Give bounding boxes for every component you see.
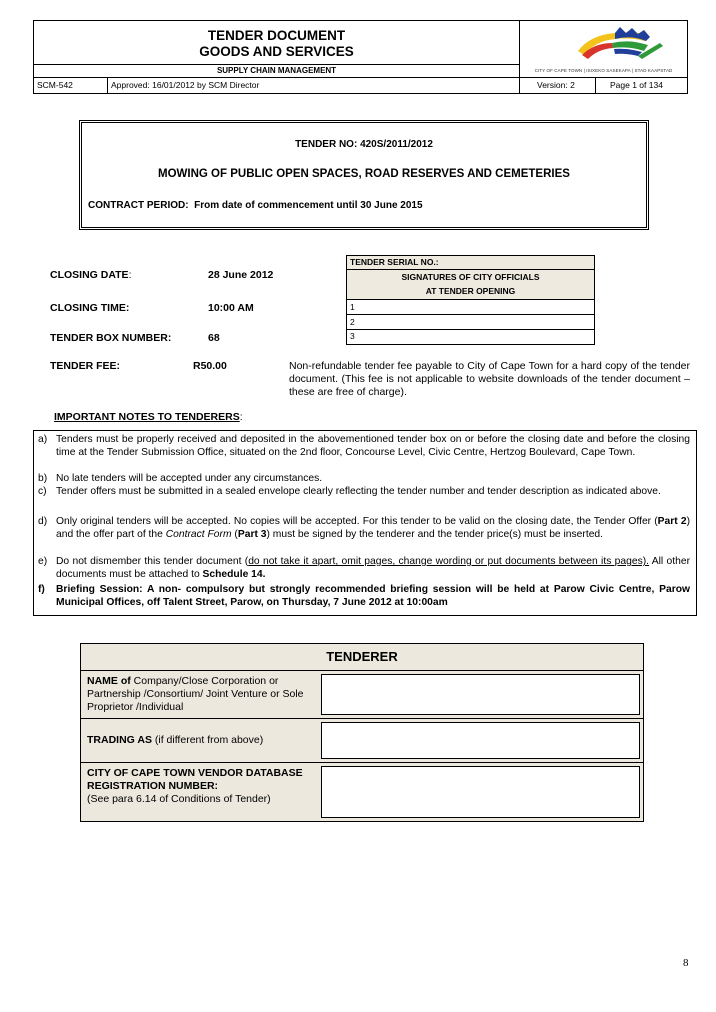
vendor-number-field[interactable] [321, 766, 640, 818]
logo-caption: CITY OF CAPE TOWN | ISIXEKO SASEKAPA | STAD KAAPSTAD [534, 68, 673, 73]
notes-heading: IMPORTANT NOTES TO TENDERERS: [54, 411, 243, 423]
vendor-label: CITY OF CAPE TOWN VENDOR DATABASE REGISTRATION NUMBER: (See para 6.14 of Conditions of Tender) [87, 767, 303, 805]
signatures-header: SIGNATURES OF CITY OFFICIALS AT TENDER OPENING [347, 270, 594, 300]
version-info: Version: 2 [520, 78, 596, 93]
closing-date-label: CLOSING DATE: [50, 269, 132, 281]
tender-fee-value: R50.00 [193, 360, 227, 372]
tenderer-row-vendor [81, 762, 643, 821]
tender-number: TENDER NO: 420S/2011/2012 [295, 139, 433, 150]
tenderer-row-trading [81, 718, 643, 762]
trading-as-field[interactable] [321, 722, 640, 759]
page-info: Page 1 of 134 [610, 80, 663, 90]
tender-fee-label: TENDER FEE: [50, 360, 121, 372]
serial-signature-table [346, 255, 595, 345]
approval-info: Approved: 16/01/2012 by SCM Director [108, 78, 520, 93]
city-logo-icon [520, 21, 687, 67]
tenderer-table [80, 643, 644, 822]
tender-description: MOWING OF PUBLIC OPEN SPACES, ROAD RESERVES AND CEMETERIES [158, 168, 570, 180]
document-header [33, 20, 688, 94]
name-label: NAME of Company/Close Corporation or Partnership /Consortium/ Joint Venture or Sole Proprietor /Individual [87, 675, 304, 713]
tender-box-label: TENDER BOX NUMBER: [50, 332, 172, 344]
closing-date-value: 28 June 2012 [208, 269, 274, 281]
tenderer-heading: TENDERER [326, 649, 398, 664]
contract-period-label: CONTRACT PERIOD: [88, 200, 189, 211]
trading-label: TRADING AS (if different from above) [87, 734, 264, 746]
notes-box: a) Tenders must be properly received and deposited in the abovementioned tender box on or before the closing date and before the closing time at the Tender Submission Office, situated on the 2nd floor, Concourse Level, Civic Centre, Hertzog Boulevard, Cape Town. b) No late tenders will be accepted under any circumstances. c) Tender offers must be submitted in a sealed envelope clearly reflecting the tender number and tender description as indicated above. d) Only original tenders will be accepted. No copies will be accepted. For this tender to be valid on the closing date, the Tender Offer (Part 2) and the offer part of the Contract Form (Part 3) must be signed by the tenderer and the tender price(s) must be inserted. e) Do not dismember this tender document (do not take it apart, omit pages, change wording or put documents between its pages). All other documents must be attached to Schedule 14. f) Briefing Session: A non- compulsory but strongly recommended briefing session will be held at Parow Civic Centre, Parow Municipal Offices, off Talent Street, Parow, on Thursday, 7 June 2012 at 10:00am [33, 430, 697, 616]
tenderer-row-name [81, 670, 643, 718]
tender-summary-box [79, 120, 649, 230]
contract-period-value: From date of commencement until 30 June 2015 [194, 200, 423, 211]
header-title-line2: GOODS AND SERVICES [199, 44, 354, 59]
signature-row: 1 [347, 300, 594, 315]
closing-time-label: CLOSING TIME: [50, 302, 130, 314]
city-logo [520, 21, 687, 77]
serial-header: TENDER SERIAL NO.: [347, 256, 594, 270]
doc-code: SCM-542 [34, 78, 108, 93]
signature-row: 2 [347, 315, 594, 330]
header-info-row [34, 77, 687, 93]
closing-time-value: 10:00 AM [208, 302, 254, 314]
contract-period [88, 200, 423, 211]
page-number: 8 [683, 957, 689, 969]
tender-fee-note: Non-refundable tender fee payable to City of Cape Town for a hard copy of the tender document. (This fee is not applicable to website downloads of the tender document – these are free of charge). [289, 360, 690, 398]
signature-row: 3 [350, 331, 355, 341]
name-field[interactable] [321, 674, 640, 715]
tender-box-value: 68 [208, 332, 220, 344]
header-department: SUPPLY CHAIN MANAGEMENT [34, 64, 520, 77]
header-title-line1: TENDER DOCUMENT [207, 28, 346, 43]
